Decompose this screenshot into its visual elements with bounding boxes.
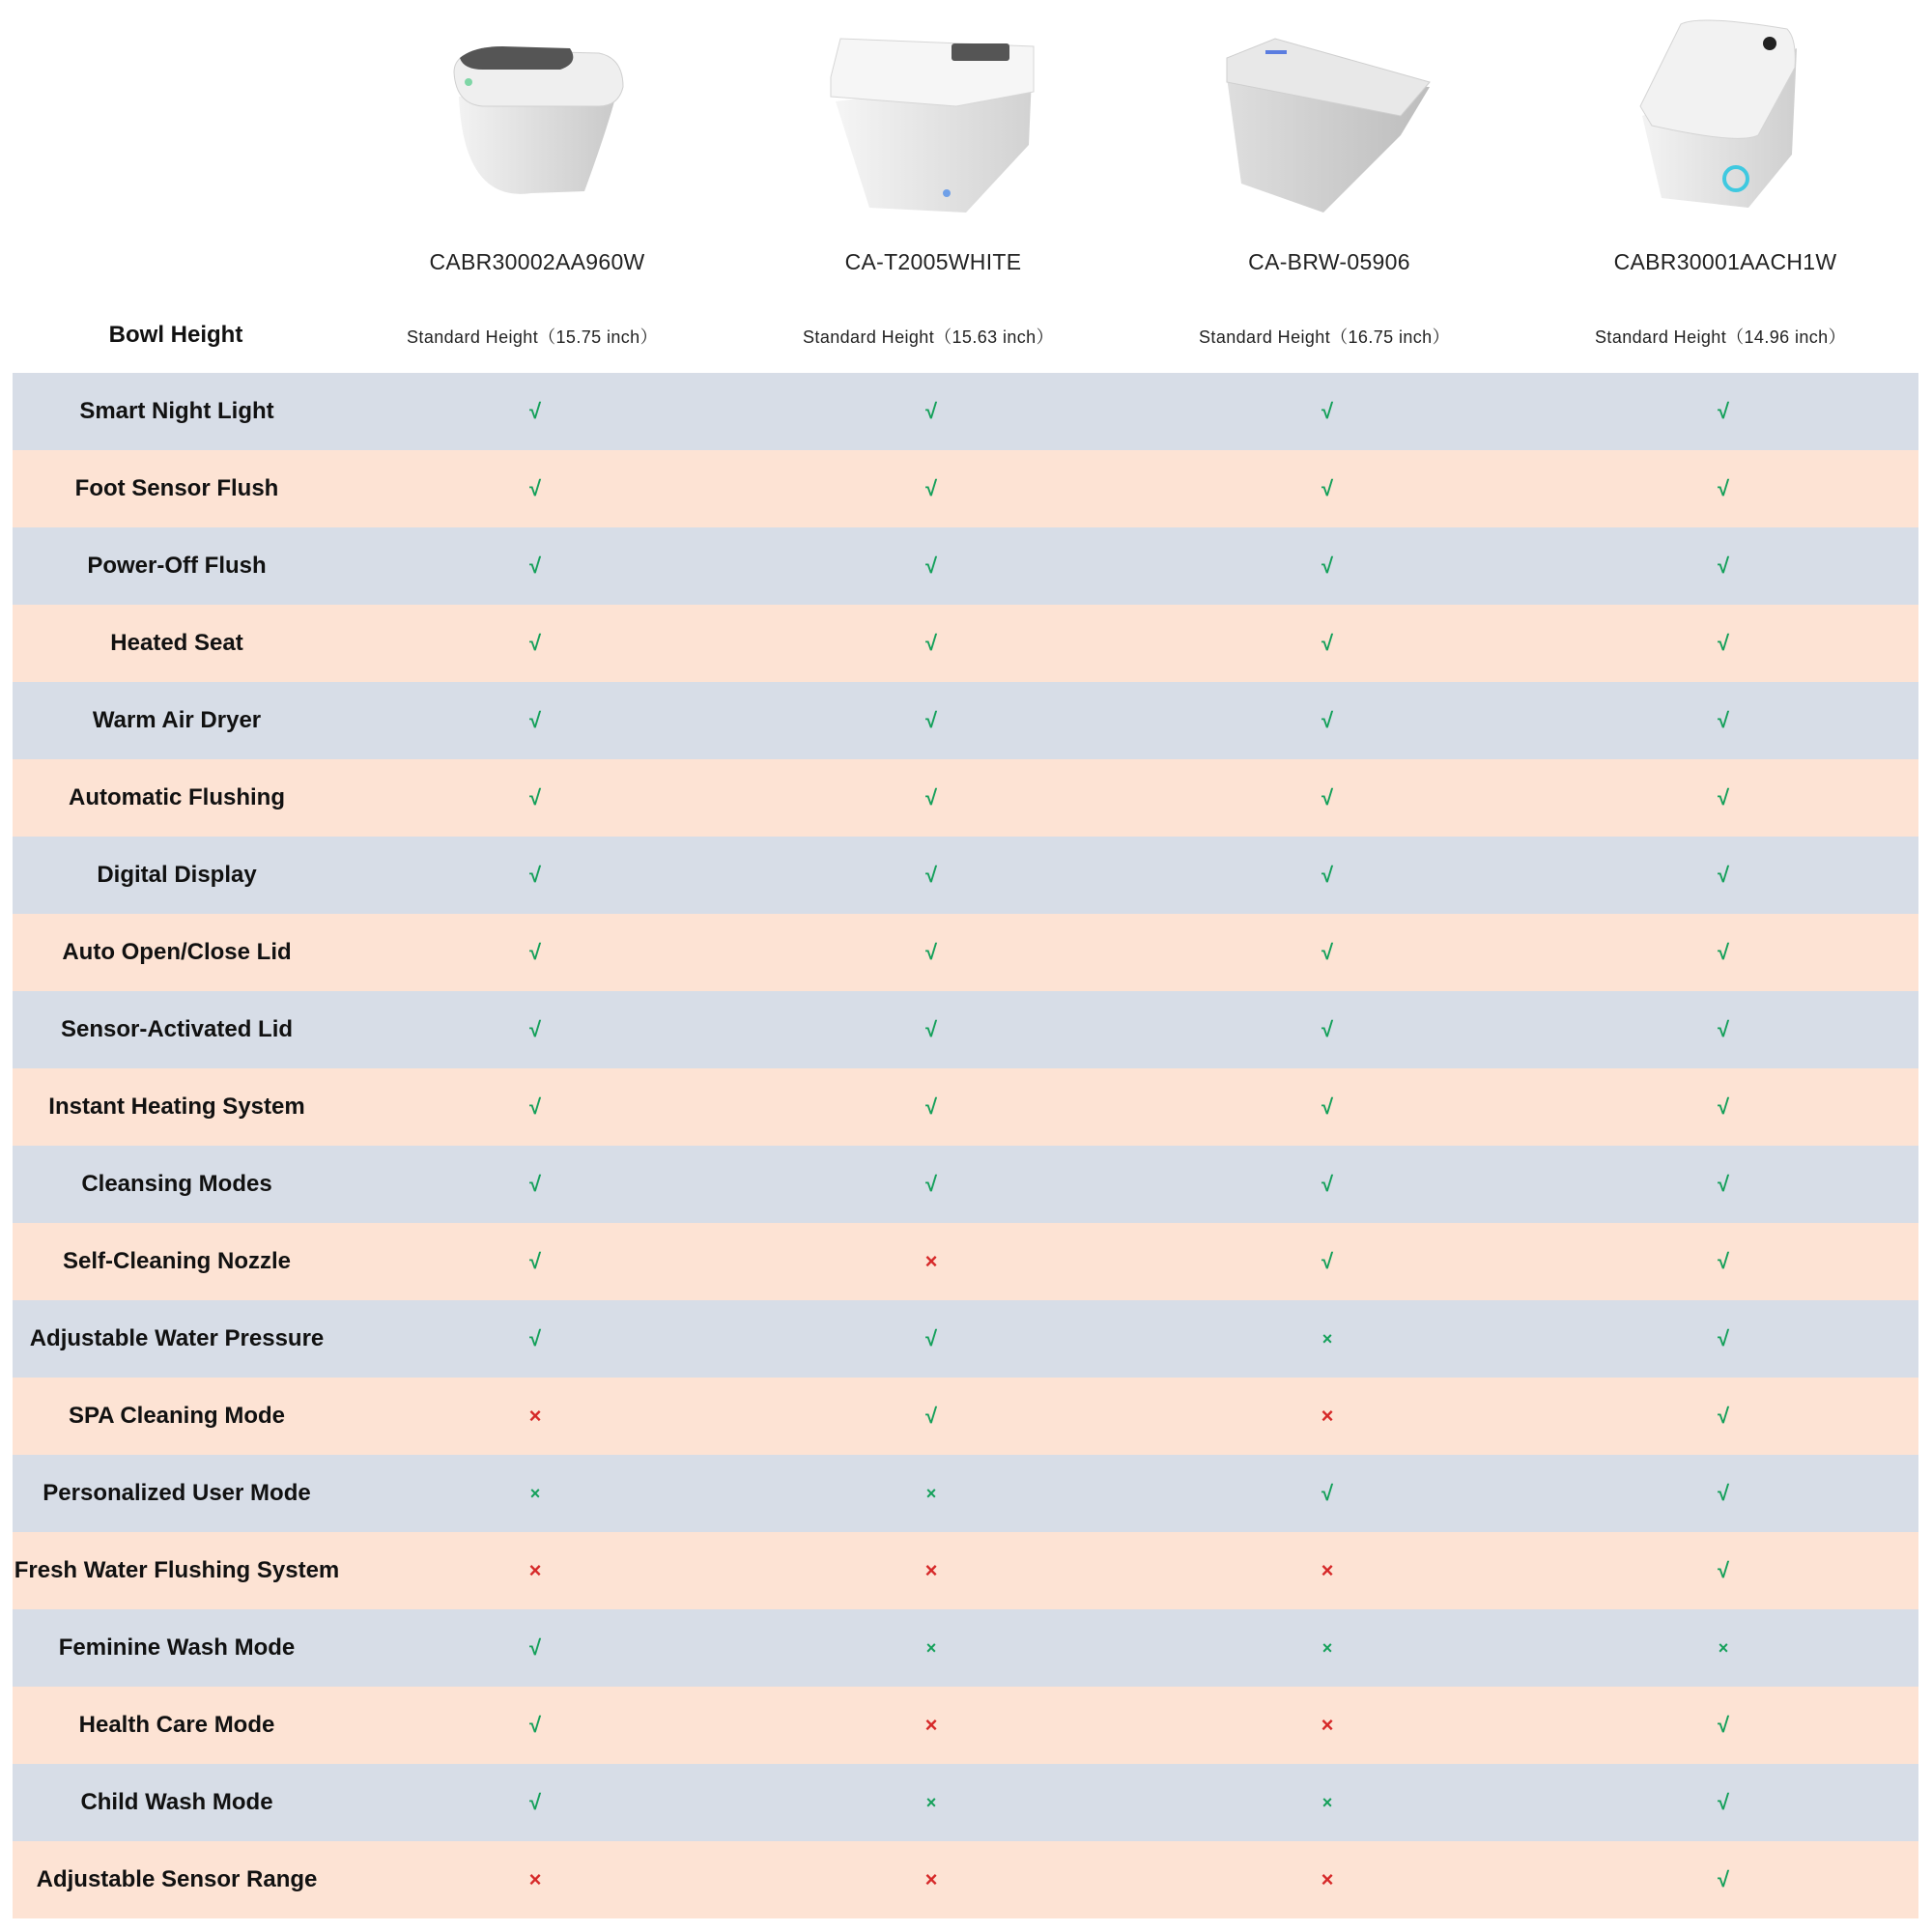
check-icon: √ [1321, 1172, 1334, 1196]
cross-icon: × [1321, 1558, 1334, 1582]
table-row [13, 605, 1918, 682]
toilet-image-2 [821, 10, 1043, 227]
check-icon: √ [1321, 1094, 1334, 1119]
table-row [13, 1687, 1918, 1764]
table-row [13, 373, 1918, 450]
check-icon: √ [1717, 399, 1730, 423]
bowl-height-value: Standard Height（15.75 inch） [407, 327, 658, 347]
check-icon: √ [1717, 1094, 1730, 1119]
check-icon: √ [1717, 554, 1730, 578]
check-icon: √ [1717, 1404, 1730, 1428]
cross-icon: × [1321, 1713, 1334, 1737]
check-icon: √ [924, 708, 938, 732]
check-icon: √ [528, 1713, 542, 1737]
toilet-image-4 [1613, 10, 1835, 227]
check-icon: √ [1321, 940, 1334, 964]
feature-label: Sensor-Activated Lid [60, 1016, 294, 1042]
table-row [13, 1532, 1918, 1609]
check-icon: √ [1717, 940, 1730, 964]
table-row [13, 1841, 1918, 1918]
toilet-image-1 [425, 10, 647, 227]
check-icon: √ [528, 1094, 542, 1119]
product-images [0, 0, 1932, 232]
feature-label: Power-Off Flush [87, 553, 267, 579]
feature-label: Foot Sensor Flush [74, 475, 279, 501]
check-icon: √ [924, 1017, 938, 1041]
check-icon: √ [1321, 554, 1334, 578]
cross-icon: × [924, 1867, 938, 1891]
feature-label: Cleansing Modes [81, 1171, 272, 1197]
check-icon: √ [1717, 708, 1730, 732]
check-icon: √ [1321, 1481, 1334, 1505]
check-icon: √ [1717, 1558, 1730, 1582]
check-icon: √ [528, 631, 542, 655]
cross-icon: × [1321, 1404, 1334, 1428]
check-icon: √ [1321, 476, 1334, 500]
table-row [13, 1455, 1918, 1532]
check-icon: √ [1321, 399, 1334, 423]
check-icon: √ [1321, 1017, 1334, 1041]
check-icon: √ [528, 1017, 542, 1041]
cross-icon: × [1321, 1329, 1333, 1349]
cross-icon: × [529, 1484, 541, 1503]
table-row [13, 1146, 1918, 1223]
check-icon: √ [1717, 631, 1730, 655]
bowl-height-value: Standard Height（15.63 inch） [803, 327, 1054, 347]
table-row [13, 837, 1918, 914]
check-icon: √ [528, 1790, 542, 1814]
check-icon: √ [1717, 1867, 1730, 1891]
cross-icon: × [1321, 1867, 1334, 1891]
table-row [13, 914, 1918, 991]
model-name: CA-T2005WHITE [844, 249, 1022, 274]
feature-comparison-table [13, 373, 1918, 1918]
check-icon: √ [528, 476, 542, 500]
table-row [13, 1764, 1918, 1841]
check-icon: √ [528, 1635, 542, 1660]
feature-label: Child Wash Mode [80, 1789, 273, 1815]
check-icon: √ [528, 399, 542, 423]
table-row [13, 1223, 1918, 1300]
feature-label: Fresh Water Flushing System [14, 1557, 340, 1583]
check-icon: √ [528, 785, 542, 810]
cross-icon: × [528, 1558, 542, 1582]
check-icon: √ [1321, 1249, 1334, 1273]
table-row [13, 1378, 1918, 1455]
check-icon: √ [924, 554, 938, 578]
feature-label: Health Care Mode [78, 1712, 275, 1738]
cross-icon: × [924, 1558, 938, 1582]
model-name: CA-BRW-05906 [1248, 249, 1410, 274]
feature-label: Heated Seat [110, 630, 243, 656]
feature-label: Auto Open/Close Lid [62, 939, 292, 965]
feature-label: Adjustable Sensor Range [36, 1866, 318, 1892]
cross-icon: × [924, 1249, 938, 1273]
model-name: CABR30002AA960W [429, 249, 645, 274]
bowl-height-value: Standard Height（14.96 inch） [1595, 327, 1846, 347]
check-icon: √ [528, 1172, 542, 1196]
check-icon: √ [528, 863, 542, 887]
check-icon: √ [1717, 476, 1730, 500]
check-icon: √ [528, 1326, 542, 1350]
check-icon: √ [528, 1249, 542, 1273]
check-icon: √ [528, 554, 542, 578]
table-row [13, 759, 1918, 837]
check-icon: √ [924, 631, 938, 655]
check-icon: √ [1321, 631, 1334, 655]
check-icon: √ [528, 708, 542, 732]
check-icon: √ [1717, 863, 1730, 887]
feature-label: SPA Cleaning Mode [68, 1403, 285, 1429]
check-icon: √ [924, 1094, 938, 1119]
check-icon: √ [1717, 1713, 1730, 1737]
feature-label: Digital Display [97, 862, 257, 888]
feature-label: Instant Heating System [48, 1094, 305, 1120]
check-icon: √ [1321, 708, 1334, 732]
table-row [13, 1068, 1918, 1146]
toilet-image-3 [1217, 10, 1439, 227]
check-icon: √ [1717, 1249, 1730, 1273]
check-icon: √ [924, 1404, 938, 1428]
check-icon: √ [1717, 1017, 1730, 1041]
table-row [13, 682, 1918, 759]
feature-label: Warm Air Dryer [92, 707, 262, 733]
check-icon: √ [528, 940, 542, 964]
cross-icon: × [925, 1484, 937, 1503]
check-icon: √ [924, 476, 938, 500]
cross-icon: × [528, 1404, 542, 1428]
cross-icon: × [1321, 1638, 1333, 1658]
feature-label: Personalized User Mode [43, 1480, 311, 1506]
feature-label: Self-Cleaning Nozzle [62, 1248, 292, 1274]
model-name: CABR30001AACH1W [1613, 249, 1837, 274]
cross-icon: × [924, 1713, 938, 1737]
cross-icon: × [925, 1793, 937, 1812]
check-icon: √ [924, 785, 938, 810]
check-icon: √ [1717, 1326, 1730, 1350]
check-icon: √ [1717, 1790, 1730, 1814]
bowl-height-label: Bowl Height [108, 322, 243, 348]
check-icon: √ [924, 863, 938, 887]
table-row [13, 991, 1918, 1068]
check-icon: √ [1321, 785, 1334, 810]
table-row [13, 450, 1918, 527]
check-icon: √ [1717, 785, 1730, 810]
check-icon: √ [1717, 1481, 1730, 1505]
feature-label: Automatic Flushing [69, 784, 285, 810]
check-icon: √ [924, 1172, 938, 1196]
feature-label: Smart Night Light [79, 398, 274, 424]
table-row [13, 1609, 1918, 1687]
cross-icon: × [1321, 1793, 1333, 1812]
cross-icon: × [925, 1638, 937, 1658]
feature-label: Adjustable Water Pressure [29, 1325, 325, 1351]
feature-label: Feminine Wash Mode [58, 1634, 296, 1661]
check-icon: √ [924, 940, 938, 964]
cross-icon: × [528, 1867, 542, 1891]
check-icon: √ [924, 399, 938, 423]
bowl-height-value: Standard Height（16.75 inch） [1199, 327, 1450, 347]
check-icon: √ [924, 1326, 938, 1350]
check-icon: √ [1717, 1172, 1730, 1196]
check-icon: √ [1321, 863, 1334, 887]
cross-icon: × [1718, 1638, 1729, 1658]
table-row [13, 527, 1918, 605]
table-row [13, 1300, 1918, 1378]
bowl-height-row [0, 314, 1932, 362]
